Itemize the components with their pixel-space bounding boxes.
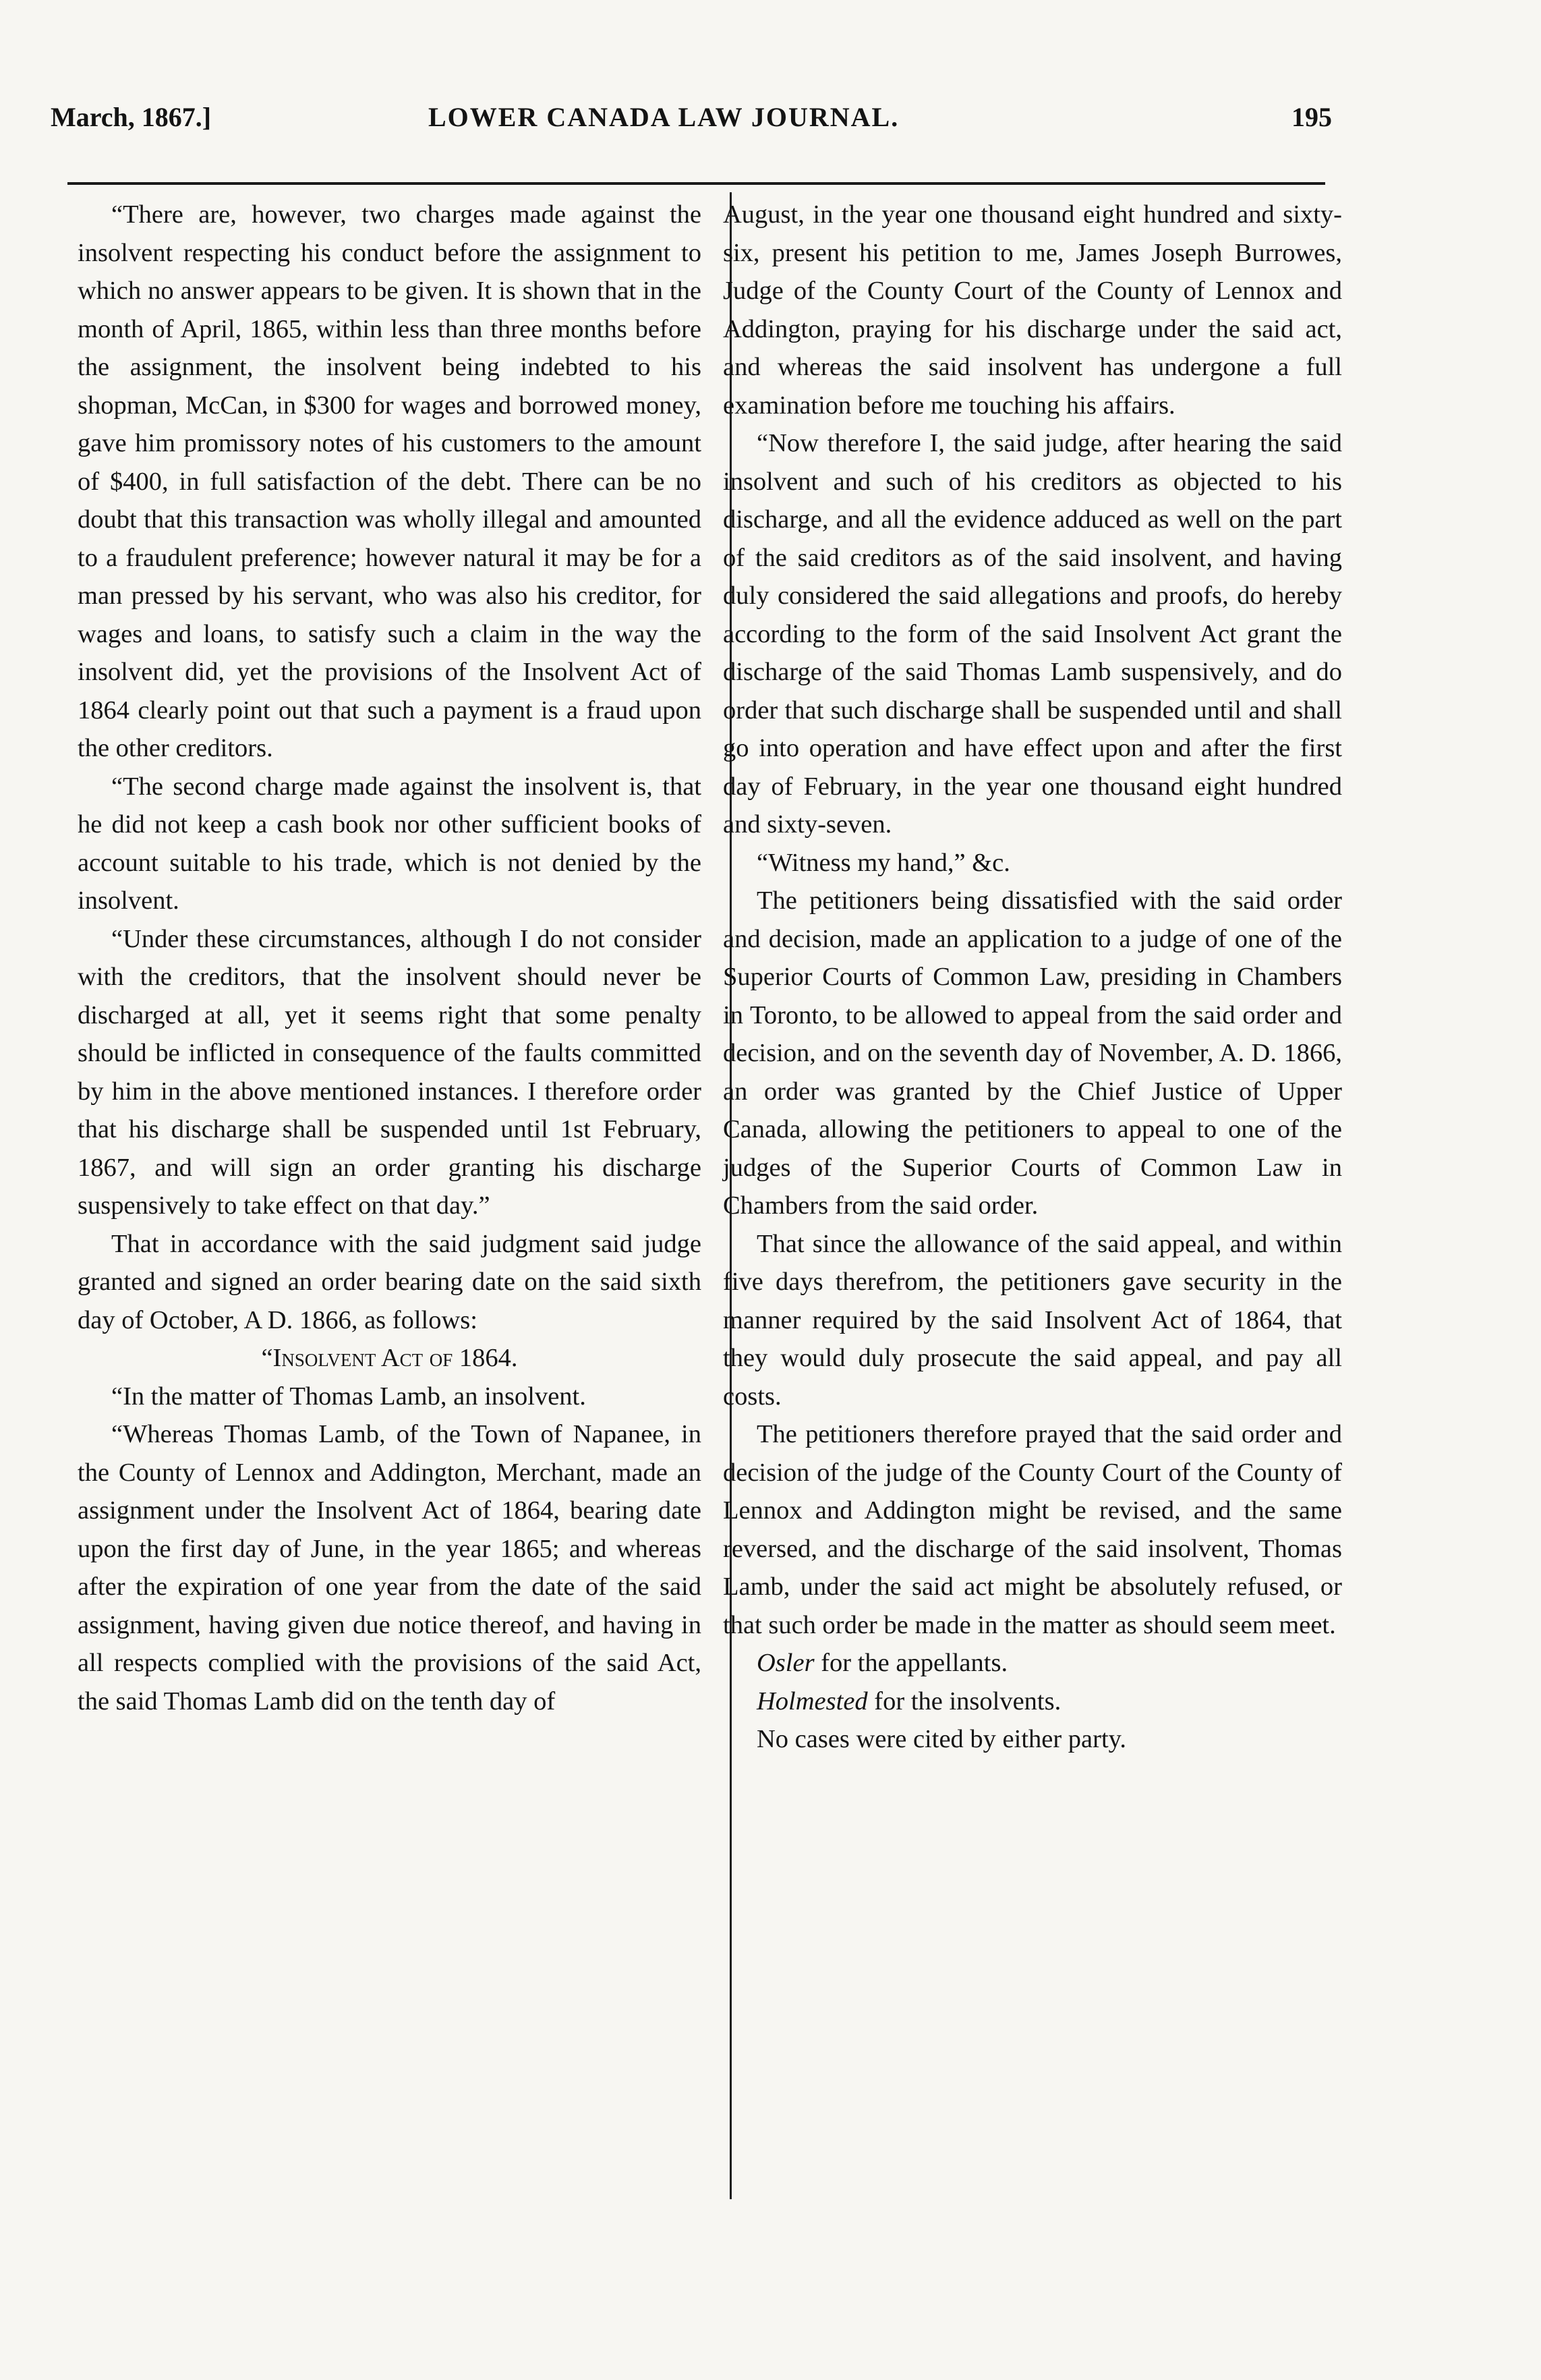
right-column xyxy=(723,196,1342,1759)
paragraph: That since the allowance of the said appeal, and within five days therefrom, the petitioners gave security in the manner required by the said Insolvent Act of 1864, that they would duly prosecute the said appeal, and pay all costs. xyxy=(723,1229,1342,1411)
paragraph: The petitioners therefore prayed that the said order and decision of the judge of the County Court of the County of Lennox and Addington might be revised, and the same reversed, and the discharge of the said insolvent, Thomas Lamb, under the said act might be absolutely refused, or that such order be made in the matter as should seem meet. xyxy=(723,1420,1342,1639)
counsel-line xyxy=(723,1682,1342,1721)
counsel-name: Osler xyxy=(757,1649,815,1677)
paragraph: August, in the year one thousand eight hundred and sixty-six, present his petition to me, James Joseph Burrowes, Judge of the County Court of the County of Lennox and Addington, praying for his discharge under the said act, and whereas the said insolvent has undergone a full examination before me touching his affairs. xyxy=(723,200,1342,420)
act-heading: “Insolvent Act of 1864. xyxy=(261,1344,518,1372)
paragraph: The petitioners being dissatisfied with the said order and decision, made an application to a judge of one of the Superior Courts of Common Law, presiding in Chambers in Toronto, to be allowed to appeal from the said order and decision, and on the seventh day of November, A. D. 1866, an order was granted by the Chief Justice of Upper Canada, allowing the petitioners to appeal to one of the judges of the Superior Courts of Common Law in Chambers from the said order. xyxy=(723,886,1342,1220)
counsel-role: for the appellants. xyxy=(814,1649,1008,1677)
counsel-line xyxy=(723,1644,1342,1682)
page-header xyxy=(51,101,1332,169)
paragraph: “Under these circumstances, although I do not consider with the creditors, that the insolvent should never be discharged at all, yet it seems right that some penalty should be inflicted in consequence of the faults committed by him in the above mentioned instances. I therefore order that his discharge shall be suspended until 1st February, 1867, and will sign an order granting his discharge suspensively to take effect on that day.” xyxy=(78,924,701,1220)
counsel-name: Holmested xyxy=(757,1687,868,1716)
paragraph: “There are, however, two charges made against the insolvent respecting his conduct before the assignment to which no answer appears to be given. It is shown that in the month of April, 1865, within less than three months before the assignment, the insolvent being indebted to his shopman, McCan, in $300 for wages and borrowed money, gave him promissory notes of his customers to the amount of $400, in full satisfaction of the debt. There can be no doubt that this transaction was wholly illegal and amounted to a fraudulent preference; however natural it may be for a man pressed by his servant, who was also his creditor, for wages and loans, to satisfy such a claim in the way the insolvent did, yet the provisions of the Insolvent Act of 1864 clearly point out that such a payment is a fraud upon the other creditors. xyxy=(78,200,701,762)
paragraph: “The second charge made against the insolvent is, that he did not keep a cash book nor other sufficient books of account suitable to his trade, which is not denied by the insolvent. xyxy=(78,772,701,915)
paragraph: “Whereas Thomas Lamb, of the Town of Napanee, in the County of Lennox and Addington, Merchant, made an assignment under the Insolvent Act of 1864, bearing date upon the first day of June, in the year 1865; and whereas after the expiration of one year from the date of the said assignment, having given due notice thereof, and having in all respects complied with the provisions of the said Act, the said Thomas Lamb did on the tenth day of xyxy=(78,1420,701,1716)
paragraph: “Now therefore I, the said judge, after hearing the said insolvent and such of his creditors as objected to his discharge, and all the evidence adduced as well on the part of the said creditors as of the said insolvent, and having duly considered the said allegations and proofs, do hereby according to the form of the said Insolvent Act grant the discharge of the said Thomas Lamb suspensively, and do order that such discharge shall be suspended until and shall go into operation and have effect upon and after the first day of February, in the year one thousand eight hundred and sixty-seven. xyxy=(723,429,1342,839)
header-date: March, 1867.] xyxy=(51,102,212,132)
paragraph: “In the matter of Thomas Lamb, an insolvent. xyxy=(111,1382,586,1411)
paragraph: “Witness my hand,” &c. xyxy=(757,848,1010,877)
header-rule xyxy=(67,182,1325,185)
paragraph: No cases were cited by either party. xyxy=(757,1725,1127,1753)
paragraph: That in accordance with the said judgment said judge granted and signed an order bearing date on the said sixth day of October, A D. 1866, as follows: xyxy=(78,1229,701,1334)
journal-title: LOWER CANADA LAW JOURNAL. xyxy=(428,102,900,132)
page-number: 195 xyxy=(1291,102,1332,132)
left-column xyxy=(78,196,701,1720)
counsel-role: for the insolvents. xyxy=(867,1687,1062,1716)
